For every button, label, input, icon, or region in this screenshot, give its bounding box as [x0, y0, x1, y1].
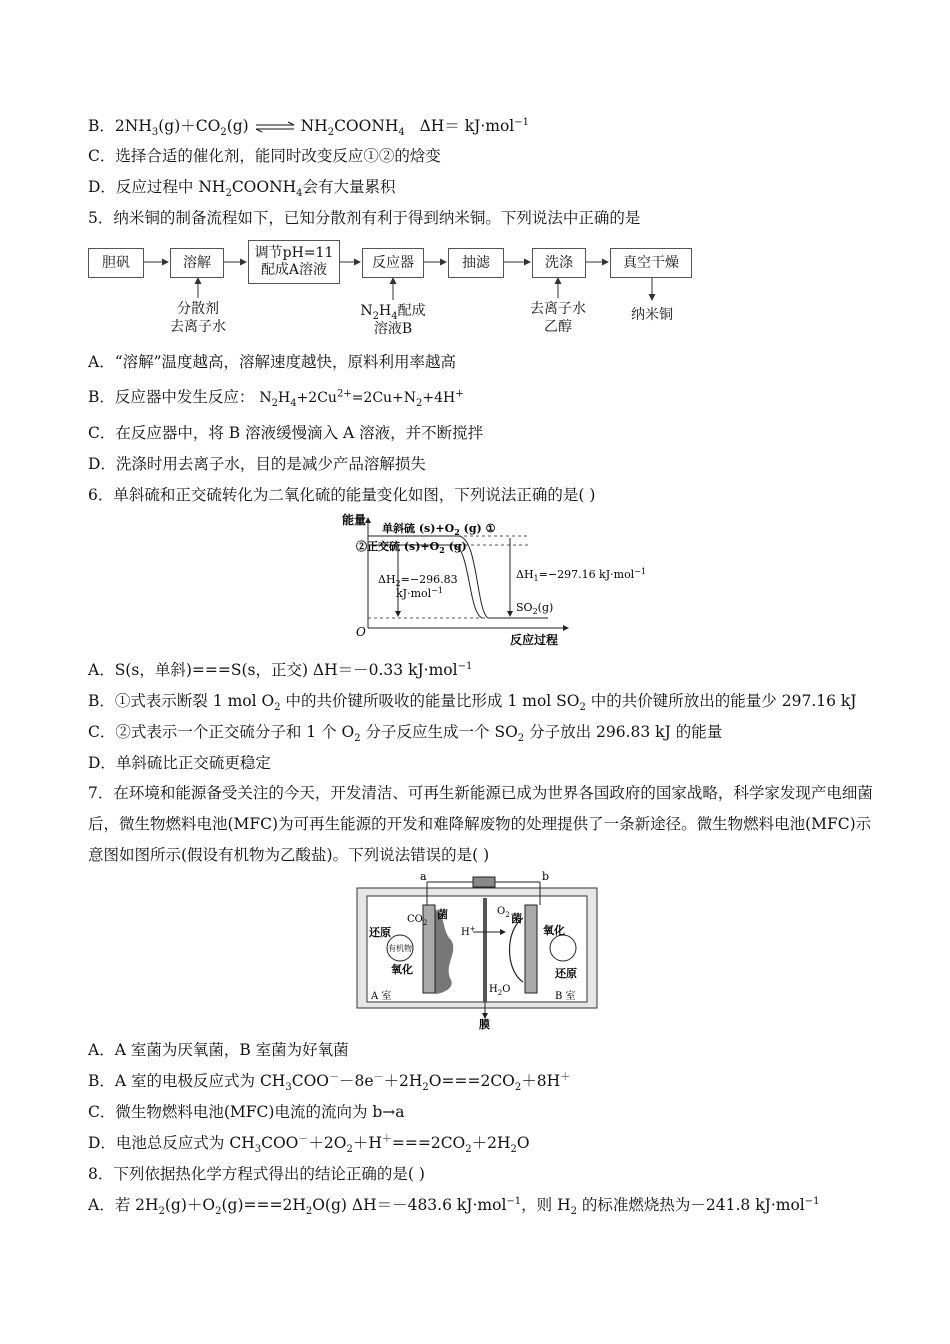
flow-box-rongjie: 溶解 — [170, 248, 224, 278]
q6-energy-diagram — [338, 510, 646, 650]
delta-h1-label: $\Delta H_1=-297.16$ kJ·mol$^{-1}$ — [516, 567, 646, 583]
svg-text:B 室: B 室 — [555, 991, 576, 1002]
svg-text:菌: 菌 — [511, 912, 522, 925]
q4-option-c: C．选择合适的催化剂，能同时改变反应①②的焓变 — [88, 147, 441, 165]
q6-option-d: D．单斜硫比正交硫更稳定 — [88, 754, 271, 772]
q5-option-c: C．在反应器中，将 B 溶液缓慢滴入 A 溶液，并不断搅拌 — [88, 424, 484, 442]
electrode-a-label: a — [420, 870, 427, 883]
flow-output-nanocopper: 纳米铜 — [631, 307, 673, 323]
flow-box-danfan: 胆矾 — [88, 248, 144, 278]
equilibrium-arrow-icon — [254, 121, 296, 133]
electrode-b-label: b — [542, 870, 550, 883]
svg-text:还原: 还原 — [555, 967, 577, 980]
q5-flowchart — [88, 238, 708, 343]
origin-label: O — [356, 625, 366, 639]
q5-option-b: B．反应器中发生反应： $N_2H_4+2Cu^{2+}=2Cu+N_2+4H^+$ — [88, 388, 464, 409]
flow-input-n2h4: $N_2H_4$配成 溶液B — [360, 303, 426, 337]
q4-option-d: D．反应过程中 $NH_2COONH_4$会有大量累积 — [88, 178, 396, 200]
svg-text:氧化: 氧化 — [543, 924, 565, 937]
q7-option-d: D．电池总反应式为 $CH_3COO^-+2O_2+H^+===2CO_2+2H_2O$ — [88, 1133, 530, 1156]
delta-h2-label: $\Delta H_2=-296.83$ — [378, 573, 458, 588]
svg-text:H2O: $H_2O$ — [489, 984, 511, 997]
q7-stem: 7．在环境和能源备受关注的今天，开发清洁、可再生新能源已成为世界各国政府的国家战略，科学家发现产电细菌后，微生物燃料电池(MFC)为可再生能源的开发和难降解废物的处理提供了一条新途径。微生物燃料电池(MFC)示意图如图所示(假设有机物为乙酸盐)。下列说法错误的是( ) — [88, 784, 873, 864]
x-axis-label: 反应过程 — [510, 633, 559, 647]
q7-mfc-diagram — [355, 870, 605, 1030]
flow-box-wash: 洗涤 — [532, 248, 586, 278]
svg-text:还原: 还原 — [369, 926, 391, 939]
flow-box-vacuum-dry: 真空干燥 — [610, 248, 692, 278]
resistor — [473, 877, 495, 887]
svg-text:A 室: A 室 — [371, 991, 392, 1002]
q6-stem: 6．单斜硫和正交硫转化为二氧化硫的能量变化如图，下列说法正确的是( ) — [88, 486, 596, 504]
q6-option-c: C．②式表示一个正交硫分子和 1 个 $O_2$ 分子反应生成一个 $SO_2$ 分子放出 296.83 kJ 的能量 — [88, 723, 723, 745]
q5-option-a: A．“溶解”温度越高，溶解速度越快，原料利用率越高 — [88, 353, 457, 371]
flow-input-wash: 去离子水 乙醇 — [530, 301, 586, 335]
svg-text:CO2: $CO_2$ — [407, 914, 428, 927]
cycle-b — [550, 935, 576, 961]
cathode — [525, 905, 537, 993]
so2-label: $SO_2(g)$ — [516, 601, 554, 616]
flow-box-filter: 抽滤 — [448, 248, 504, 278]
q7-option-a: A．A 室菌为厌氧菌，B 室菌为好氧菌 — [88, 1041, 349, 1059]
q8-option-a: A．若 $2H_2(g)+O_2(g)===2H_2O(g)$ ΔH＝－483.6 kJ·mol$^{-1}$，则 $H_2$ 的标准燃烧热为－241.8 kJ·mol$^{-1}$ — [88, 1195, 820, 1218]
q7-option-c: C．微生物燃料电池(MFC)电流的流向为 b→a — [88, 1103, 405, 1121]
orthorhombic-sulfur-label: ②正交硫 $(s)+O_2$ (g) — [356, 540, 467, 555]
q4-option-b: B．$2NH_3(g)+CO_2(g)$ $NH_2COONH_4$ ΔH＝ kJ·mol$^{-1}$ — [88, 116, 529, 139]
q7-option-b: B．A 室的电极反应式为 $CH_3COO^--8e^-+2H_2O===2CO_2+8H^+$ — [88, 1071, 571, 1094]
svg-text:膜: 膜 — [479, 1018, 490, 1031]
flow-input-dispersant: 分散剂 去离子水 — [170, 301, 226, 335]
flow-box-adjust-ph: 调节pH=11 配成A溶液 — [248, 240, 340, 284]
svg-text:O2: $O_2$ — [497, 906, 510, 919]
monoclinic-sulfur-label: 单斜硫 $(s)+O_2$ (g) ① — [382, 522, 496, 537]
y-axis-label: 能量 — [342, 513, 367, 527]
q5-stem: 5．纳米铜的制备流程如下，已知分散剂有利于得到纳米铜。下列说法中正确的是 — [88, 209, 641, 227]
svg-text:氧化: 氧化 — [391, 963, 413, 976]
svg-text:菌: 菌 — [437, 908, 448, 921]
svg-text:H+: H+ — [461, 925, 476, 938]
q8-stem: 8．下列依据热化学方程式得出的结论正确的是( ) — [88, 1165, 425, 1183]
svg-text:有机物: 有机物 — [388, 944, 412, 953]
q6-option-a: A．S(s，单斜)===S(s，正交) ΔH＝－0.33 kJ·mol$^{-1}$ — [88, 660, 473, 679]
delta-h2-unit: kJ·mol$^{-1}$ — [396, 586, 443, 600]
q6-option-b: B．①式表示断裂 1 mol $O_2$ 中的共价键所吸收的能量比形成 1 mol $SO_2$ 中的共价键所放出的能量少 297.16 kJ — [88, 692, 857, 714]
flow-box-reactor: 反应器 — [362, 248, 424, 278]
q5-option-d: D．洗涤时用去离子水，目的是减少产品溶解损失 — [88, 455, 426, 473]
